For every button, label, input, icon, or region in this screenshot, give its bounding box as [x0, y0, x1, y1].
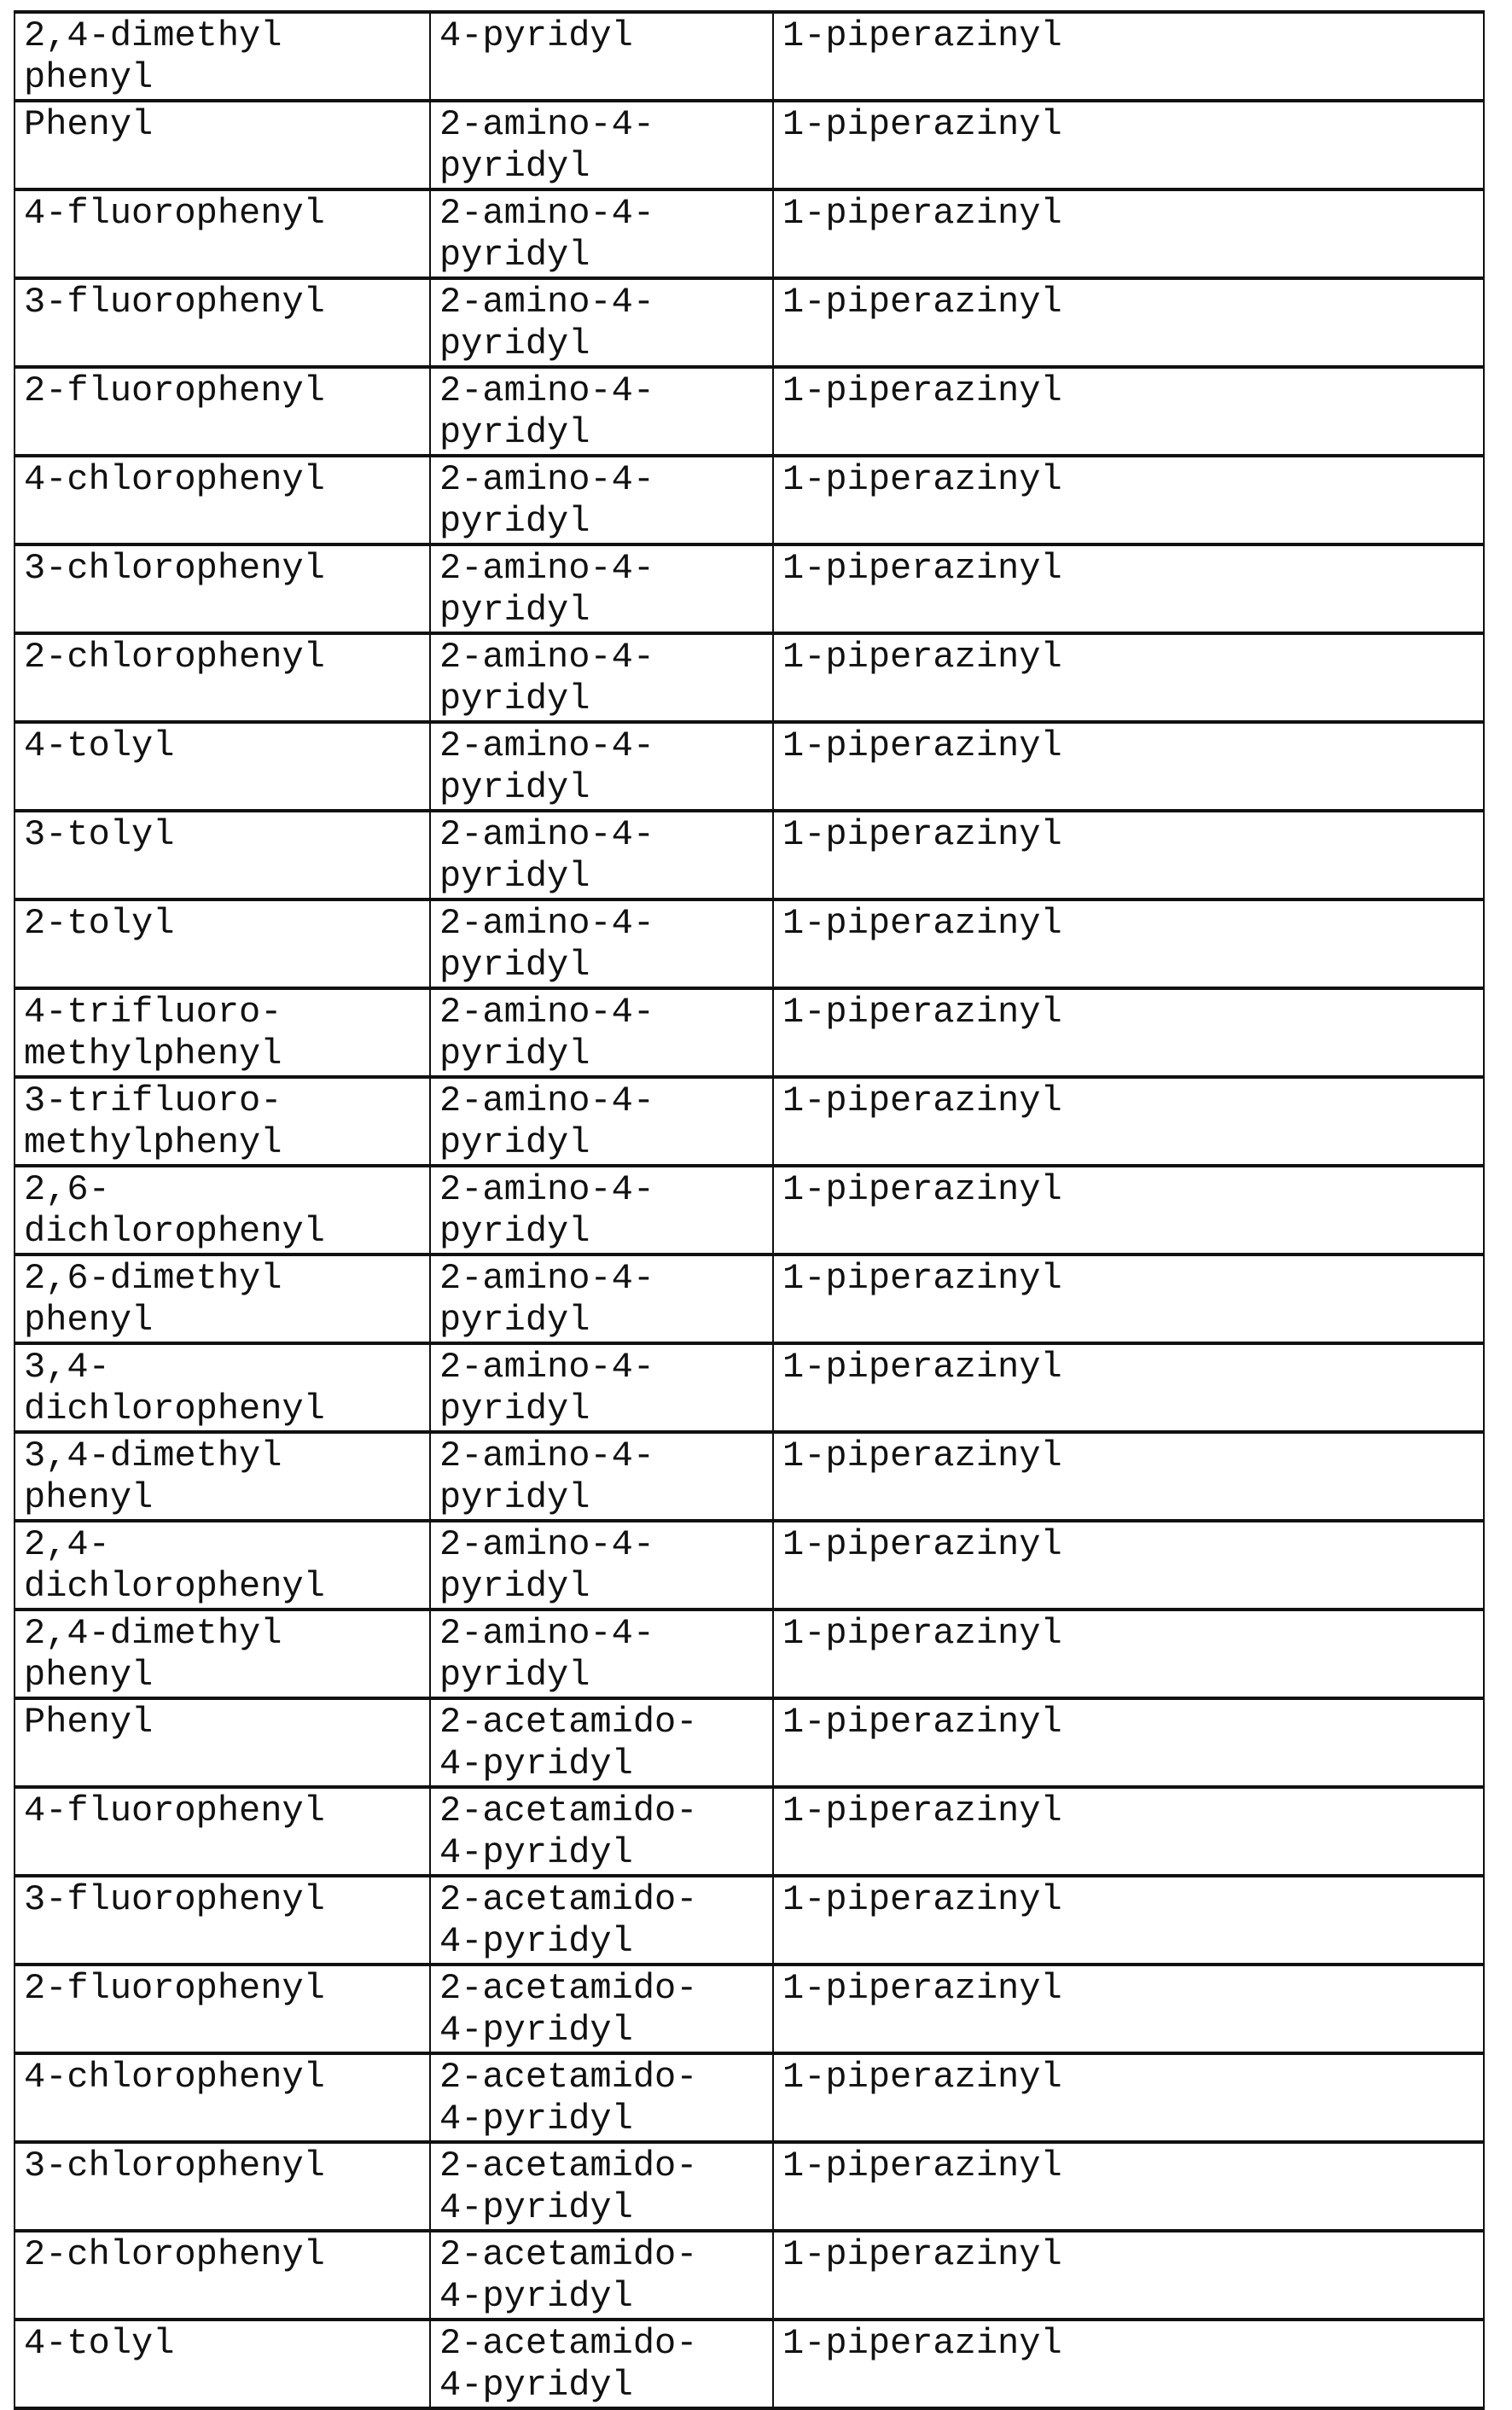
- amine-substituent-cell: 1-piperazinyl: [773, 189, 1484, 278]
- amine-substituent-cell: 1-piperazinyl: [773, 1432, 1484, 1521]
- pyridyl-substituent-cell: 2-amino-4- pyridyl: [430, 189, 773, 278]
- aryl-substituent-cell: 2-fluorophenyl: [15, 367, 430, 456]
- table-row: [15, 811, 1484, 899]
- table-row: [15, 189, 1484, 278]
- pyridyl-substituent-cell: 2-amino-4- pyridyl: [430, 988, 773, 1077]
- pyridyl-substituent-cell: 2-acetamido- 4-pyridyl: [430, 2231, 773, 2320]
- table-row: [15, 12, 1484, 101]
- table-row: [15, 1698, 1484, 1787]
- table-row: [15, 278, 1484, 367]
- table-body: [15, 12, 1484, 2408]
- table-row: [15, 1432, 1484, 1521]
- pyridyl-substituent-cell: 2-acetamido- 4-pyridyl: [430, 1698, 773, 1787]
- aryl-substituent-cell: 2-fluorophenyl: [15, 1965, 430, 2053]
- aryl-substituent-cell: Phenyl: [15, 101, 430, 189]
- pyridyl-substituent-cell: 2-acetamido- 4-pyridyl: [430, 2053, 773, 2142]
- aryl-substituent-cell: 3-chlorophenyl: [15, 2142, 430, 2231]
- pyridyl-substituent-cell: 2-amino-4- pyridyl: [430, 1610, 773, 1698]
- aryl-substituent-cell: 4-chlorophenyl: [15, 456, 430, 544]
- pyridyl-substituent-cell: 2-amino-4- pyridyl: [430, 633, 773, 722]
- amine-substituent-cell: 1-piperazinyl: [773, 1254, 1484, 1343]
- aryl-substituent-cell: 3-chlorophenyl: [15, 544, 430, 633]
- pyridyl-substituent-cell: 2-amino-4- pyridyl: [430, 1432, 773, 1521]
- pyridyl-substituent-cell: 2-amino-4- pyridyl: [430, 722, 773, 811]
- amine-substituent-cell: 1-piperazinyl: [773, 101, 1484, 189]
- aryl-substituent-cell: 3,4-dimethyl phenyl: [15, 1432, 430, 1521]
- amine-substituent-cell: 1-piperazinyl: [773, 2053, 1484, 2142]
- amine-substituent-cell: 1-piperazinyl: [773, 1787, 1484, 1876]
- table-row: [15, 1610, 1484, 1698]
- table-row: [15, 633, 1484, 722]
- aryl-substituent-cell: Phenyl: [15, 1698, 430, 1787]
- aryl-substituent-cell: 4-tolyl: [15, 722, 430, 811]
- pyridyl-substituent-cell: 2-acetamido- 4-pyridyl: [430, 2320, 773, 2408]
- amine-substituent-cell: 1-piperazinyl: [773, 2231, 1484, 2320]
- table-row: [15, 101, 1484, 189]
- amine-substituent-cell: 1-piperazinyl: [773, 1876, 1484, 1965]
- pyridyl-substituent-cell: 2-amino-4- pyridyl: [430, 1254, 773, 1343]
- table-row: [15, 2231, 1484, 2320]
- table-row: [15, 988, 1484, 1077]
- aryl-substituent-cell: 2,4- dichlorophenyl: [15, 1521, 430, 1610]
- aryl-substituent-cell: 4-fluorophenyl: [15, 189, 430, 278]
- amine-substituent-cell: 1-piperazinyl: [773, 1965, 1484, 2053]
- aryl-substituent-cell: 3-tolyl: [15, 811, 430, 899]
- table-row: [15, 2142, 1484, 2231]
- pyridyl-substituent-cell: 2-amino-4- pyridyl: [430, 544, 773, 633]
- pyridyl-substituent-cell: 2-acetamido- 4-pyridyl: [430, 1876, 773, 1965]
- table-row: [15, 1166, 1484, 1254]
- table-row: [15, 2053, 1484, 2142]
- table-row: [15, 2320, 1484, 2408]
- table-row: [15, 544, 1484, 633]
- table-row: [15, 367, 1484, 456]
- amine-substituent-cell: 1-piperazinyl: [773, 367, 1484, 456]
- amine-substituent-cell: 1-piperazinyl: [773, 2320, 1484, 2408]
- aryl-substituent-cell: 2,4-dimethyl phenyl: [15, 12, 430, 101]
- amine-substituent-cell: 1-piperazinyl: [773, 988, 1484, 1077]
- table-row: [15, 1077, 1484, 1166]
- aryl-substituent-cell: 3-fluorophenyl: [15, 1876, 430, 1965]
- pyridyl-substituent-cell: 2-acetamido- 4-pyridyl: [430, 2142, 773, 2231]
- table-row: [15, 722, 1484, 811]
- table-row: [15, 456, 1484, 544]
- aryl-substituent-cell: 4-tolyl: [15, 2320, 430, 2408]
- amine-substituent-cell: 1-piperazinyl: [773, 12, 1484, 101]
- aryl-substituent-cell: 2,6- dichlorophenyl: [15, 1166, 430, 1254]
- aryl-substituent-cell: 3,4- dichlorophenyl: [15, 1343, 430, 1432]
- aryl-substituent-cell: 2-chlorophenyl: [15, 633, 430, 722]
- amine-substituent-cell: 1-piperazinyl: [773, 811, 1484, 899]
- table-row: [15, 1965, 1484, 2053]
- aryl-substituent-cell: 2,4-dimethyl phenyl: [15, 1610, 430, 1698]
- amine-substituent-cell: 1-piperazinyl: [773, 1077, 1484, 1166]
- pyridyl-substituent-cell: 2-amino-4- pyridyl: [430, 278, 773, 367]
- aryl-substituent-cell: 4-chlorophenyl: [15, 2053, 430, 2142]
- aryl-substituent-cell: 2,6-dimethyl phenyl: [15, 1254, 430, 1343]
- amine-substituent-cell: 1-piperazinyl: [773, 544, 1484, 633]
- pyridyl-substituent-cell: 2-amino-4- pyridyl: [430, 1343, 773, 1432]
- pyridyl-substituent-cell: 2-amino-4- pyridyl: [430, 101, 773, 189]
- table-row: [15, 1343, 1484, 1432]
- pyridyl-substituent-cell: 2-amino-4- pyridyl: [430, 1077, 773, 1166]
- aryl-substituent-cell: 4-trifluoro- methylphenyl: [15, 988, 430, 1077]
- amine-substituent-cell: 1-piperazinyl: [773, 1521, 1484, 1610]
- pyridyl-substituent-cell: 2-amino-4- pyridyl: [430, 1166, 773, 1254]
- table-row: [15, 1876, 1484, 1965]
- pyridyl-substituent-cell: 4-pyridyl: [430, 12, 773, 101]
- amine-substituent-cell: 1-piperazinyl: [773, 1166, 1484, 1254]
- aryl-substituent-cell: 3-fluorophenyl: [15, 278, 430, 367]
- pyridyl-substituent-cell: 2-acetamido- 4-pyridyl: [430, 1787, 773, 1876]
- table-row: [15, 899, 1484, 988]
- amine-substituent-cell: 1-piperazinyl: [773, 899, 1484, 988]
- amine-substituent-cell: 1-piperazinyl: [773, 278, 1484, 367]
- pyridyl-substituent-cell: 2-amino-4- pyridyl: [430, 811, 773, 899]
- amine-substituent-cell: 1-piperazinyl: [773, 633, 1484, 722]
- amine-substituent-cell: 1-piperazinyl: [773, 1610, 1484, 1698]
- table-row: [15, 1787, 1484, 1876]
- aryl-substituent-cell: 2-chlorophenyl: [15, 2231, 430, 2320]
- amine-substituent-cell: 1-piperazinyl: [773, 2142, 1484, 2231]
- pyridyl-substituent-cell: 2-amino-4- pyridyl: [430, 899, 773, 988]
- amine-substituent-cell: 1-piperazinyl: [773, 456, 1484, 544]
- amine-substituent-cell: 1-piperazinyl: [773, 722, 1484, 811]
- pyridyl-substituent-cell: 2-acetamido- 4-pyridyl: [430, 1965, 773, 2053]
- pyridyl-substituent-cell: 2-amino-4- pyridyl: [430, 456, 773, 544]
- compound-table: [14, 10, 1485, 2410]
- amine-substituent-cell: 1-piperazinyl: [773, 1343, 1484, 1432]
- table-row: [15, 1254, 1484, 1343]
- aryl-substituent-cell: 3-trifluoro- methylphenyl: [15, 1077, 430, 1166]
- aryl-substituent-cell: 2-tolyl: [15, 899, 430, 988]
- amine-substituent-cell: 1-piperazinyl: [773, 1698, 1484, 1787]
- pyridyl-substituent-cell: 2-amino-4- pyridyl: [430, 367, 773, 456]
- pyridyl-substituent-cell: 2-amino-4- pyridyl: [430, 1521, 773, 1610]
- aryl-substituent-cell: 4-fluorophenyl: [15, 1787, 430, 1876]
- table-row: [15, 1521, 1484, 1610]
